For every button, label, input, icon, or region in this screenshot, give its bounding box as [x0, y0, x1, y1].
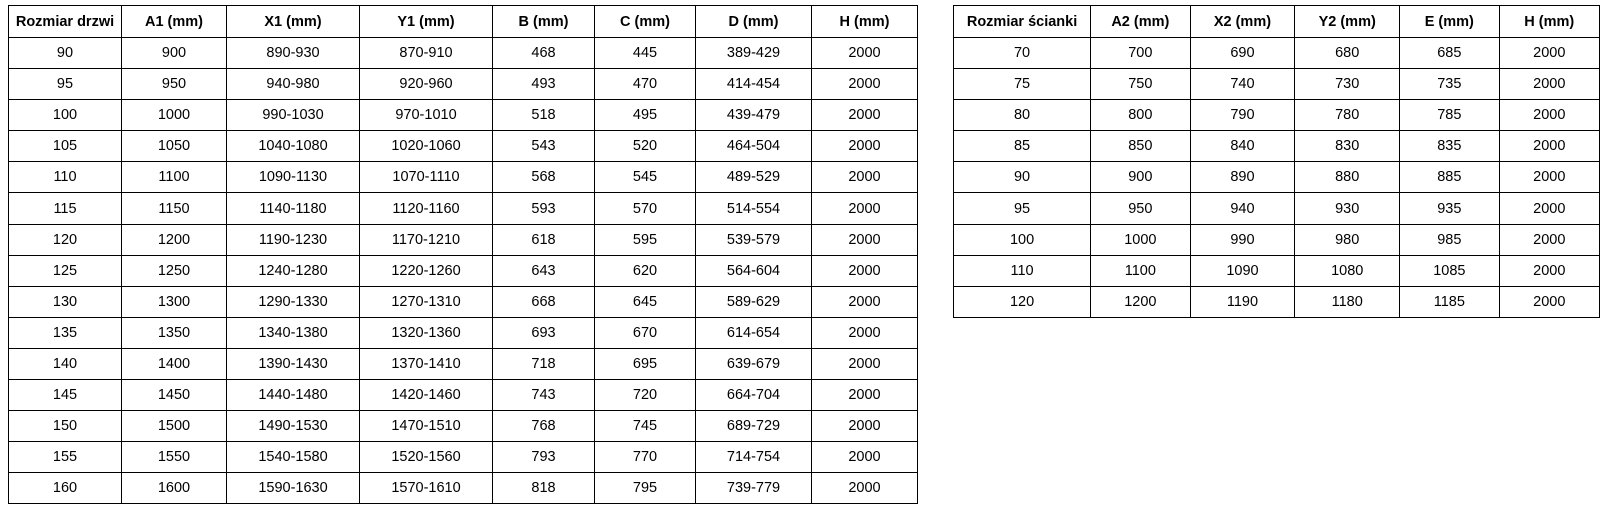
- column-header: Y2 (mm): [1295, 6, 1400, 38]
- table-cell: 2000: [1499, 162, 1599, 193]
- table-cell: 1020-1060: [360, 131, 493, 162]
- table-cell: 2000: [812, 162, 918, 193]
- table-cell: 2000: [1499, 286, 1599, 317]
- table-row: [954, 193, 1600, 224]
- table-cell: 1450: [122, 380, 227, 411]
- table-cell: 785: [1400, 100, 1499, 131]
- table-cell: 2000: [1499, 131, 1599, 162]
- table-cell: 464-504: [696, 131, 812, 162]
- table-cell: 150: [9, 411, 122, 442]
- table-cell: 155: [9, 442, 122, 473]
- table-cell: 2000: [812, 38, 918, 69]
- table-cell: 493: [493, 69, 595, 100]
- table-cell: 695: [595, 348, 696, 379]
- table-cell: 2000: [812, 69, 918, 100]
- table-cell: 90: [9, 38, 122, 69]
- table-cell: 1185: [1400, 286, 1499, 317]
- table-cell: 1220-1260: [360, 255, 493, 286]
- table-cell: 2000: [812, 348, 918, 379]
- table-cell: 1200: [1091, 286, 1190, 317]
- table-cell: 100: [954, 224, 1091, 255]
- table-cell: 568: [493, 162, 595, 193]
- table-row: [9, 131, 918, 162]
- table-cell: 614-654: [696, 317, 812, 348]
- table-row: [9, 69, 918, 100]
- table-cell: 1070-1110: [360, 162, 493, 193]
- table-cell: 720: [595, 380, 696, 411]
- table-cell: 539-579: [696, 224, 812, 255]
- table-cell: 110: [954, 255, 1091, 286]
- column-header: X2 (mm): [1190, 6, 1295, 38]
- table-cell: 2000: [812, 286, 918, 317]
- table-cell: 2000: [1499, 100, 1599, 131]
- table-cell: 95: [9, 69, 122, 100]
- table-cell: 2000: [812, 255, 918, 286]
- table-cell: 1350: [122, 317, 227, 348]
- table-cell: 1190-1230: [227, 224, 360, 255]
- table-cell: 2000: [812, 224, 918, 255]
- table-cell: 745: [595, 411, 696, 442]
- column-header: Y1 (mm): [360, 6, 493, 38]
- table-cell: 75: [954, 69, 1091, 100]
- table-cell: 1270-1310: [360, 286, 493, 317]
- table-cell: 620: [595, 255, 696, 286]
- table-cell: 445: [595, 38, 696, 69]
- table-cell: 743: [493, 380, 595, 411]
- table-cell: 689-729: [696, 411, 812, 442]
- table-cell: 85: [954, 131, 1091, 162]
- table-cell: 1250: [122, 255, 227, 286]
- table-cell: 1500: [122, 411, 227, 442]
- table-cell: 1290-1330: [227, 286, 360, 317]
- table-cell: 1085: [1400, 255, 1499, 286]
- table-cell: 850: [1091, 131, 1190, 162]
- table-cell: 790: [1190, 100, 1295, 131]
- table-cell: 135: [9, 317, 122, 348]
- column-header: H (mm): [1499, 6, 1599, 38]
- table-cell: 1120-1160: [360, 193, 493, 224]
- table-cell: 140: [9, 348, 122, 379]
- table-cell: 970-1010: [360, 100, 493, 131]
- table-cell: 1090: [1190, 255, 1295, 286]
- table-cell: 125: [9, 255, 122, 286]
- doors-dimensions-table-container: [8, 5, 918, 504]
- table-cell: 940-980: [227, 69, 360, 100]
- table-cell: 793: [493, 442, 595, 473]
- table-row: [9, 473, 918, 504]
- column-header: H (mm): [812, 6, 918, 38]
- table-cell: 900: [1091, 162, 1190, 193]
- table-cell: 840: [1190, 131, 1295, 162]
- table-cell: 1600: [122, 473, 227, 504]
- table-cell: 690: [1190, 38, 1295, 69]
- table-cell: 735: [1400, 69, 1499, 100]
- table-cell: 2000: [1499, 193, 1599, 224]
- table-cell: 2000: [812, 193, 918, 224]
- table-row: [9, 317, 918, 348]
- table-cell: 389-429: [696, 38, 812, 69]
- table-cell: 470: [595, 69, 696, 100]
- table-cell: 1550: [122, 442, 227, 473]
- table-cell: 770: [595, 442, 696, 473]
- table-cell: 718: [493, 348, 595, 379]
- table-cell: 95: [954, 193, 1091, 224]
- table-cell: 2000: [812, 317, 918, 348]
- table-cell: 700: [1091, 38, 1190, 69]
- table-cell: 1370-1410: [360, 348, 493, 379]
- table-row: [954, 255, 1600, 286]
- table-cell: 1050: [122, 131, 227, 162]
- wall-dimensions-table-container: [953, 5, 1600, 318]
- table-cell: 714-754: [696, 442, 812, 473]
- table-row: [9, 255, 918, 286]
- table-cell: 685: [1400, 38, 1499, 69]
- table-cell: 1340-1380: [227, 317, 360, 348]
- table-cell: 1400: [122, 348, 227, 379]
- table-cell: 570: [595, 193, 696, 224]
- table-cell: 2000: [812, 380, 918, 411]
- table-cell: 1090-1130: [227, 162, 360, 193]
- table-cell: 514-554: [696, 193, 812, 224]
- table-cell: 900: [122, 38, 227, 69]
- table-cell: 1320-1360: [360, 317, 493, 348]
- table-cell: 1200: [122, 224, 227, 255]
- table-cell: 2000: [1499, 69, 1599, 100]
- table-cell: 930: [1295, 193, 1400, 224]
- column-header: E (mm): [1400, 6, 1499, 38]
- table-row: [954, 286, 1600, 317]
- table-cell: 935: [1400, 193, 1499, 224]
- table-cell: 670: [595, 317, 696, 348]
- table-cell: 518: [493, 100, 595, 131]
- table-cell: 1000: [122, 100, 227, 131]
- table-cell: 830: [1295, 131, 1400, 162]
- table-cell: 880: [1295, 162, 1400, 193]
- table-cell: 885: [1400, 162, 1499, 193]
- table-cell: 1570-1610: [360, 473, 493, 504]
- table-cell: 70: [954, 38, 1091, 69]
- table-cell: 1240-1280: [227, 255, 360, 286]
- table-cell: 115: [9, 193, 122, 224]
- table-row: [9, 162, 918, 193]
- table-cell: 1490-1530: [227, 411, 360, 442]
- table-row: [954, 38, 1600, 69]
- table-cell: 780: [1295, 100, 1400, 131]
- table-row: [954, 224, 1600, 255]
- table-cell: 645: [595, 286, 696, 317]
- table-row: [9, 411, 918, 442]
- table-cell: 1300: [122, 286, 227, 317]
- table-cell: 1190: [1190, 286, 1295, 317]
- table-cell: 739-779: [696, 473, 812, 504]
- table-cell: 795: [595, 473, 696, 504]
- table-row: [954, 162, 1600, 193]
- table-cell: 950: [1091, 193, 1190, 224]
- doors-dimensions-table: [8, 5, 918, 504]
- table-cell: 1140-1180: [227, 193, 360, 224]
- column-header: Rozmiar ścianki: [954, 6, 1091, 38]
- table-cell: 890-930: [227, 38, 360, 69]
- table-row: [9, 38, 918, 69]
- table-cell: 818: [493, 473, 595, 504]
- column-header: A1 (mm): [122, 6, 227, 38]
- table-cell: 120: [9, 224, 122, 255]
- table-cell: 1150: [122, 193, 227, 224]
- table-cell: 468: [493, 38, 595, 69]
- table-cell: 120: [954, 286, 1091, 317]
- table-cell: 2000: [812, 442, 918, 473]
- table-cell: 1520-1560: [360, 442, 493, 473]
- table-cell: 1000: [1091, 224, 1190, 255]
- column-header: C (mm): [595, 6, 696, 38]
- table-cell: 520: [595, 131, 696, 162]
- table-cell: 414-454: [696, 69, 812, 100]
- table-header-row: [9, 6, 918, 38]
- table-cell: 110: [9, 162, 122, 193]
- table-cell: 990-1030: [227, 100, 360, 131]
- table-cell: 2000: [1499, 224, 1599, 255]
- table-cell: 100: [9, 100, 122, 131]
- table-cell: 1390-1430: [227, 348, 360, 379]
- table-cell: 1590-1630: [227, 473, 360, 504]
- table-cell: 618: [493, 224, 595, 255]
- table-row: [9, 224, 918, 255]
- table-cell: 920-960: [360, 69, 493, 100]
- table-cell: 589-629: [696, 286, 812, 317]
- table-row: [9, 100, 918, 131]
- table-cell: 145: [9, 380, 122, 411]
- table-row: [954, 69, 1600, 100]
- table-cell: 105: [9, 131, 122, 162]
- table-cell: 980: [1295, 224, 1400, 255]
- table-row: [9, 442, 918, 473]
- table-cell: 990: [1190, 224, 1295, 255]
- table-cell: 543: [493, 131, 595, 162]
- table-row: [9, 193, 918, 224]
- column-header: D (mm): [696, 6, 812, 38]
- wall-dimensions-table: [953, 5, 1600, 318]
- table-cell: 870-910: [360, 38, 493, 69]
- table-cell: 1040-1080: [227, 131, 360, 162]
- table-cell: 1100: [122, 162, 227, 193]
- table-cell: 800: [1091, 100, 1190, 131]
- table-cell: 1420-1460: [360, 380, 493, 411]
- table-cell: 160: [9, 473, 122, 504]
- table-cell: 1540-1580: [227, 442, 360, 473]
- column-header: X1 (mm): [227, 6, 360, 38]
- table-row: [9, 286, 918, 317]
- table-cell: 680: [1295, 38, 1400, 69]
- table-cell: 2000: [812, 100, 918, 131]
- table-cell: 639-679: [696, 348, 812, 379]
- table-cell: 1080: [1295, 255, 1400, 286]
- table-cell: 545: [595, 162, 696, 193]
- table-row: [954, 100, 1600, 131]
- table-cell: 90: [954, 162, 1091, 193]
- table-cell: 2000: [812, 473, 918, 504]
- table-cell: 890: [1190, 162, 1295, 193]
- table-cell: 80: [954, 100, 1091, 131]
- table-cell: 2000: [812, 131, 918, 162]
- table-cell: 1100: [1091, 255, 1190, 286]
- table-row: [9, 380, 918, 411]
- table-cell: 940: [1190, 193, 1295, 224]
- table-row: [9, 348, 918, 379]
- table-cell: 1470-1510: [360, 411, 493, 442]
- column-header: Rozmiar drzwi: [9, 6, 122, 38]
- table-cell: 835: [1400, 131, 1499, 162]
- table-cell: 1170-1210: [360, 224, 493, 255]
- table-row: [954, 131, 1600, 162]
- table-cell: 693: [493, 317, 595, 348]
- table-cell: 950: [122, 69, 227, 100]
- table-cell: 2000: [812, 411, 918, 442]
- table-cell: 1440-1480: [227, 380, 360, 411]
- table-cell: 2000: [1499, 38, 1599, 69]
- table-cell: 564-604: [696, 255, 812, 286]
- table-cell: 740: [1190, 69, 1295, 100]
- table-cell: 495: [595, 100, 696, 131]
- column-header: A2 (mm): [1091, 6, 1190, 38]
- table-cell: 664-704: [696, 380, 812, 411]
- table-cell: 2000: [1499, 255, 1599, 286]
- table-cell: 489-529: [696, 162, 812, 193]
- table-cell: 593: [493, 193, 595, 224]
- table-cell: 668: [493, 286, 595, 317]
- table-cell: 768: [493, 411, 595, 442]
- table-cell: 1180: [1295, 286, 1400, 317]
- table-cell: 643: [493, 255, 595, 286]
- table-header-row: [954, 6, 1600, 38]
- table-cell: 985: [1400, 224, 1499, 255]
- column-header: B (mm): [493, 6, 595, 38]
- table-cell: 750: [1091, 69, 1190, 100]
- table-cell: 439-479: [696, 100, 812, 131]
- table-cell: 130: [9, 286, 122, 317]
- table-cell: 595: [595, 224, 696, 255]
- table-cell: 730: [1295, 69, 1400, 100]
